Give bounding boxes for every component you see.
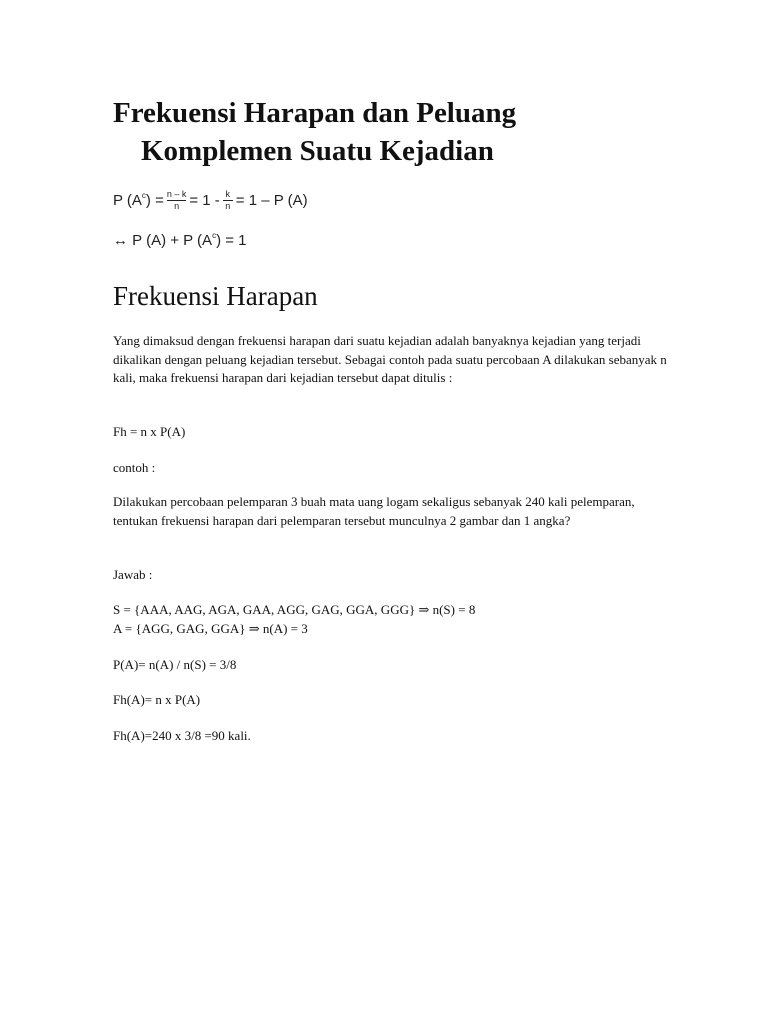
page-title <box>113 94 673 170</box>
probability-calculation: P(A)= n(A) / n(S) = 3/8 <box>113 657 237 672</box>
answer-label: Jawab : <box>113 567 153 582</box>
formula-row2-close: ) = 1 <box>216 231 247 249</box>
formula-lhs-superscript: c <box>141 190 146 200</box>
complement-formula-row-1 <box>113 183 308 217</box>
page-title-line-2: Komplemen Suatu Kejadian <box>141 135 494 167</box>
fraction-k-over-n <box>223 189 233 212</box>
page-title-line-1: Frekuensi Harapan dan Peluang <box>113 97 517 129</box>
fraction-denominator: n <box>225 200 231 211</box>
formula-row2-text: ↔ P (A) + P (A <box>113 231 213 249</box>
complement-formula-image <box>113 183 363 255</box>
complement-formula-row-2 <box>113 229 247 251</box>
formula-lhs: P (A <box>113 191 142 209</box>
event-A: A = {AGG, GAG, GGA} ⇒ n(A) = 3 <box>113 620 308 636</box>
expected-frequency-formula: Fh(A)= n x P(A) <box>113 692 201 707</box>
sample-space-S: S = {AAA, AAG, AGA, GAA, AGG, GAG, GGA, GGG} ⇒ n(S) = 8 <box>113 602 476 617</box>
formula-mid: = 1 - <box>189 191 220 209</box>
formula-rhs: = 1 – P (A) <box>235 191 308 209</box>
frequency-formula: Fh = n x P(A) <box>113 424 186 439</box>
expected-frequency-result: Fh(A)=240 x 3/8 =90 kali. <box>113 728 251 743</box>
definition-paragraph: Yang dimaksud dengan frekuensi harapan dari suatu kejadian adalah banyaknya kejadian yang terjadi dikalikan dengan peluang kejadian tersebut. Sebagai contoh pada suatu percobaan A dilakukan sebanyak n kali, maka frekuensi harapan dari kejadian tersebut dapat ditulis : <box>113 333 667 385</box>
fraction-denominator: n <box>174 200 180 211</box>
example-label: contoh : <box>113 460 156 475</box>
fraction-numerator: k <box>225 188 231 199</box>
formula-row2-superscript: c <box>212 230 217 240</box>
formula-lhs-close: ) = <box>145 191 164 209</box>
sample-space <box>113 601 673 638</box>
section-heading: Frekuensi Harapan <box>113 281 318 311</box>
fraction-n-minus-k-over-n <box>167 189 187 212</box>
example-problem: Dilakukan percobaan pelemparan 3 buah mata uang logam sekaligus sebanyak 240 kali pelemparan, tentukan frekuensi harapan dari pelemparan tersebut munculnya 2 gambar dan 1 angka? <box>113 494 635 528</box>
fraction-numerator: n – k <box>166 188 187 199</box>
